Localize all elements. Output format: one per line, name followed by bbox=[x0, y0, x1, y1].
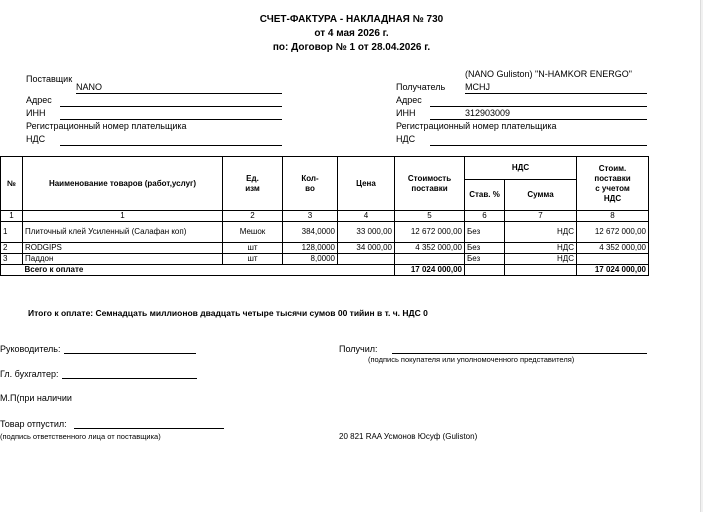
director-line bbox=[64, 353, 196, 354]
column-number-row bbox=[1, 211, 649, 222]
header-vat-sum: Сумма bbox=[505, 180, 577, 211]
amount-in-words: Итого к оплате: Семнадцать миллионов двадцать четыре тысячи сумов 00 тийин в т. ч. НДС 0 bbox=[28, 308, 428, 318]
receiver-value-line2: MCHJ bbox=[465, 82, 490, 92]
row-name: RODGIPS bbox=[23, 243, 223, 254]
header-unit bbox=[223, 157, 283, 211]
row-price: 33 000,00 bbox=[338, 222, 395, 243]
row-no: 3 bbox=[1, 254, 23, 265]
total-grand: 17 024 000,00 bbox=[577, 265, 649, 276]
supplier-vat-reg-label: Регистрационный номер плательщика bbox=[26, 121, 187, 131]
receiver-inn-value: 312903009 bbox=[465, 108, 511, 118]
column-number: 7 bbox=[505, 211, 577, 222]
row-total: 4 352 000,00 bbox=[577, 243, 649, 254]
column-number: 8 bbox=[577, 211, 649, 222]
supplier-value: NANO bbox=[76, 82, 103, 92]
received-line bbox=[392, 353, 647, 354]
row-vat-rate: Без bbox=[465, 243, 505, 254]
header-name: Наименование товаров (работ,услуг) bbox=[23, 157, 223, 211]
row-vat-sum: НДС bbox=[505, 243, 577, 254]
row-no: 1 bbox=[1, 222, 23, 243]
accountant-label: Гл. бухгалтер: bbox=[0, 369, 59, 379]
receiver-label: Получатель bbox=[396, 82, 446, 92]
table-row bbox=[1, 222, 649, 243]
supplier-vat-label: НДС bbox=[26, 134, 46, 144]
column-number: 1 bbox=[23, 211, 223, 222]
header-price: Цена bbox=[338, 157, 395, 211]
column-number: 1 bbox=[1, 211, 23, 222]
header-qty bbox=[283, 157, 338, 211]
receiver-vat-reg-label: Регистрационный номер плательщика bbox=[396, 121, 557, 131]
supplier-inn-line bbox=[60, 119, 282, 120]
supplier-vat-line bbox=[60, 145, 282, 146]
row-name: Паддон bbox=[23, 254, 223, 265]
column-number: 3 bbox=[283, 211, 338, 222]
supplier-address-line bbox=[60, 106, 282, 107]
document-title: СЧЕТ-ФАКТУРА - НАКЛАДНАЯ № 730 bbox=[259, 14, 444, 25]
header-total-line1: Стоим. bbox=[598, 163, 627, 173]
receiver-address-line bbox=[430, 106, 647, 107]
header-vat: НДС bbox=[465, 157, 577, 180]
row-unit: Мешок bbox=[223, 222, 283, 243]
supplier-address-label: Адрес bbox=[26, 95, 52, 105]
receiver-value-line1: (NANO Guliston) "N-HAMKOR ENERGO" bbox=[465, 69, 632, 79]
header-total bbox=[577, 157, 649, 211]
row-total bbox=[577, 254, 649, 265]
invoice-table bbox=[0, 156, 649, 276]
contract-line: по: Договор № 1 от 28.04.2026 г. bbox=[272, 42, 431, 53]
receiver-inn-line bbox=[430, 119, 647, 120]
row-qty: 128,0000 bbox=[283, 243, 338, 254]
header-unit-line2: изм bbox=[245, 183, 260, 193]
row-price: 34 000,00 bbox=[338, 243, 395, 254]
supplier-inn-label: ИНН bbox=[26, 108, 46, 118]
receiver-vat-label: НДС bbox=[396, 134, 416, 144]
row-vat-sum: НДС bbox=[505, 254, 577, 265]
column-number: 5 bbox=[395, 211, 465, 222]
released-label: Товар отпустил: bbox=[0, 419, 67, 429]
header-cost-line2: поставки bbox=[411, 183, 448, 193]
row-unit: шт bbox=[223, 243, 283, 254]
row-qty: 384,0000 bbox=[283, 222, 338, 243]
director-label: Руководитель: bbox=[0, 344, 61, 354]
row-cost: 4 352 000,00 bbox=[395, 243, 465, 254]
total-label: Всего к оплате bbox=[23, 265, 395, 276]
supplier-label: Поставщик bbox=[26, 74, 73, 84]
header-total-line3: с учетом bbox=[595, 183, 630, 193]
row-vat-sum: НДС bbox=[505, 222, 577, 243]
receiver-line bbox=[465, 93, 647, 94]
row-cost bbox=[395, 254, 465, 265]
header-cost bbox=[395, 157, 465, 211]
row-vat-rate: Без bbox=[465, 254, 505, 265]
row-qty: 8,0000 bbox=[283, 254, 338, 265]
header-cost-line1: Стоимость bbox=[407, 173, 452, 183]
table-row bbox=[1, 243, 649, 254]
received-note: (подпись покупателя или уполномоченного представителя) bbox=[368, 355, 575, 364]
accountant-line bbox=[62, 378, 197, 379]
vehicle-driver: 20 821 RAA Усмонов Юсуф (Guliston) bbox=[339, 432, 478, 441]
document-date: от 4 мая 2026 г. bbox=[314, 28, 389, 39]
column-number: 6 bbox=[465, 211, 505, 222]
receiver-vat-line bbox=[430, 145, 647, 146]
row-total: 12 672 000,00 bbox=[577, 222, 649, 243]
row-name: Плиточный клей Усиленный (Салафан коп) bbox=[23, 222, 223, 243]
table-row bbox=[1, 254, 649, 265]
header-total-line2: поставки bbox=[594, 173, 631, 183]
header-unit-line1: Ед. bbox=[246, 173, 259, 183]
row-vat-rate: Без bbox=[465, 222, 505, 243]
supplier-line bbox=[76, 93, 282, 94]
row-price bbox=[338, 254, 395, 265]
received-label: Получил: bbox=[339, 344, 378, 354]
total-cost: 17 024 000,00 bbox=[395, 265, 465, 276]
total-row bbox=[1, 265, 649, 276]
column-number: 2 bbox=[223, 211, 283, 222]
row-unit: шт bbox=[223, 254, 283, 265]
header-no: № bbox=[1, 157, 23, 211]
column-number: 4 bbox=[338, 211, 395, 222]
receiver-address-label: Адрес bbox=[396, 95, 422, 105]
header-total-line4: НДС bbox=[603, 193, 622, 203]
stamp-label: М.П(при наличии bbox=[0, 393, 72, 403]
row-cost: 12 672 000,00 bbox=[395, 222, 465, 243]
header-qty-line2: во bbox=[305, 183, 315, 193]
receiver-inn-label: ИНН bbox=[396, 108, 416, 118]
header-vat-rate: Став. % bbox=[465, 180, 505, 211]
released-line bbox=[74, 428, 224, 429]
header-qty-line1: Кол- bbox=[301, 173, 319, 183]
released-note: (подпись ответственного лица от поставщика) bbox=[0, 432, 161, 441]
row-no: 2 bbox=[1, 243, 23, 254]
